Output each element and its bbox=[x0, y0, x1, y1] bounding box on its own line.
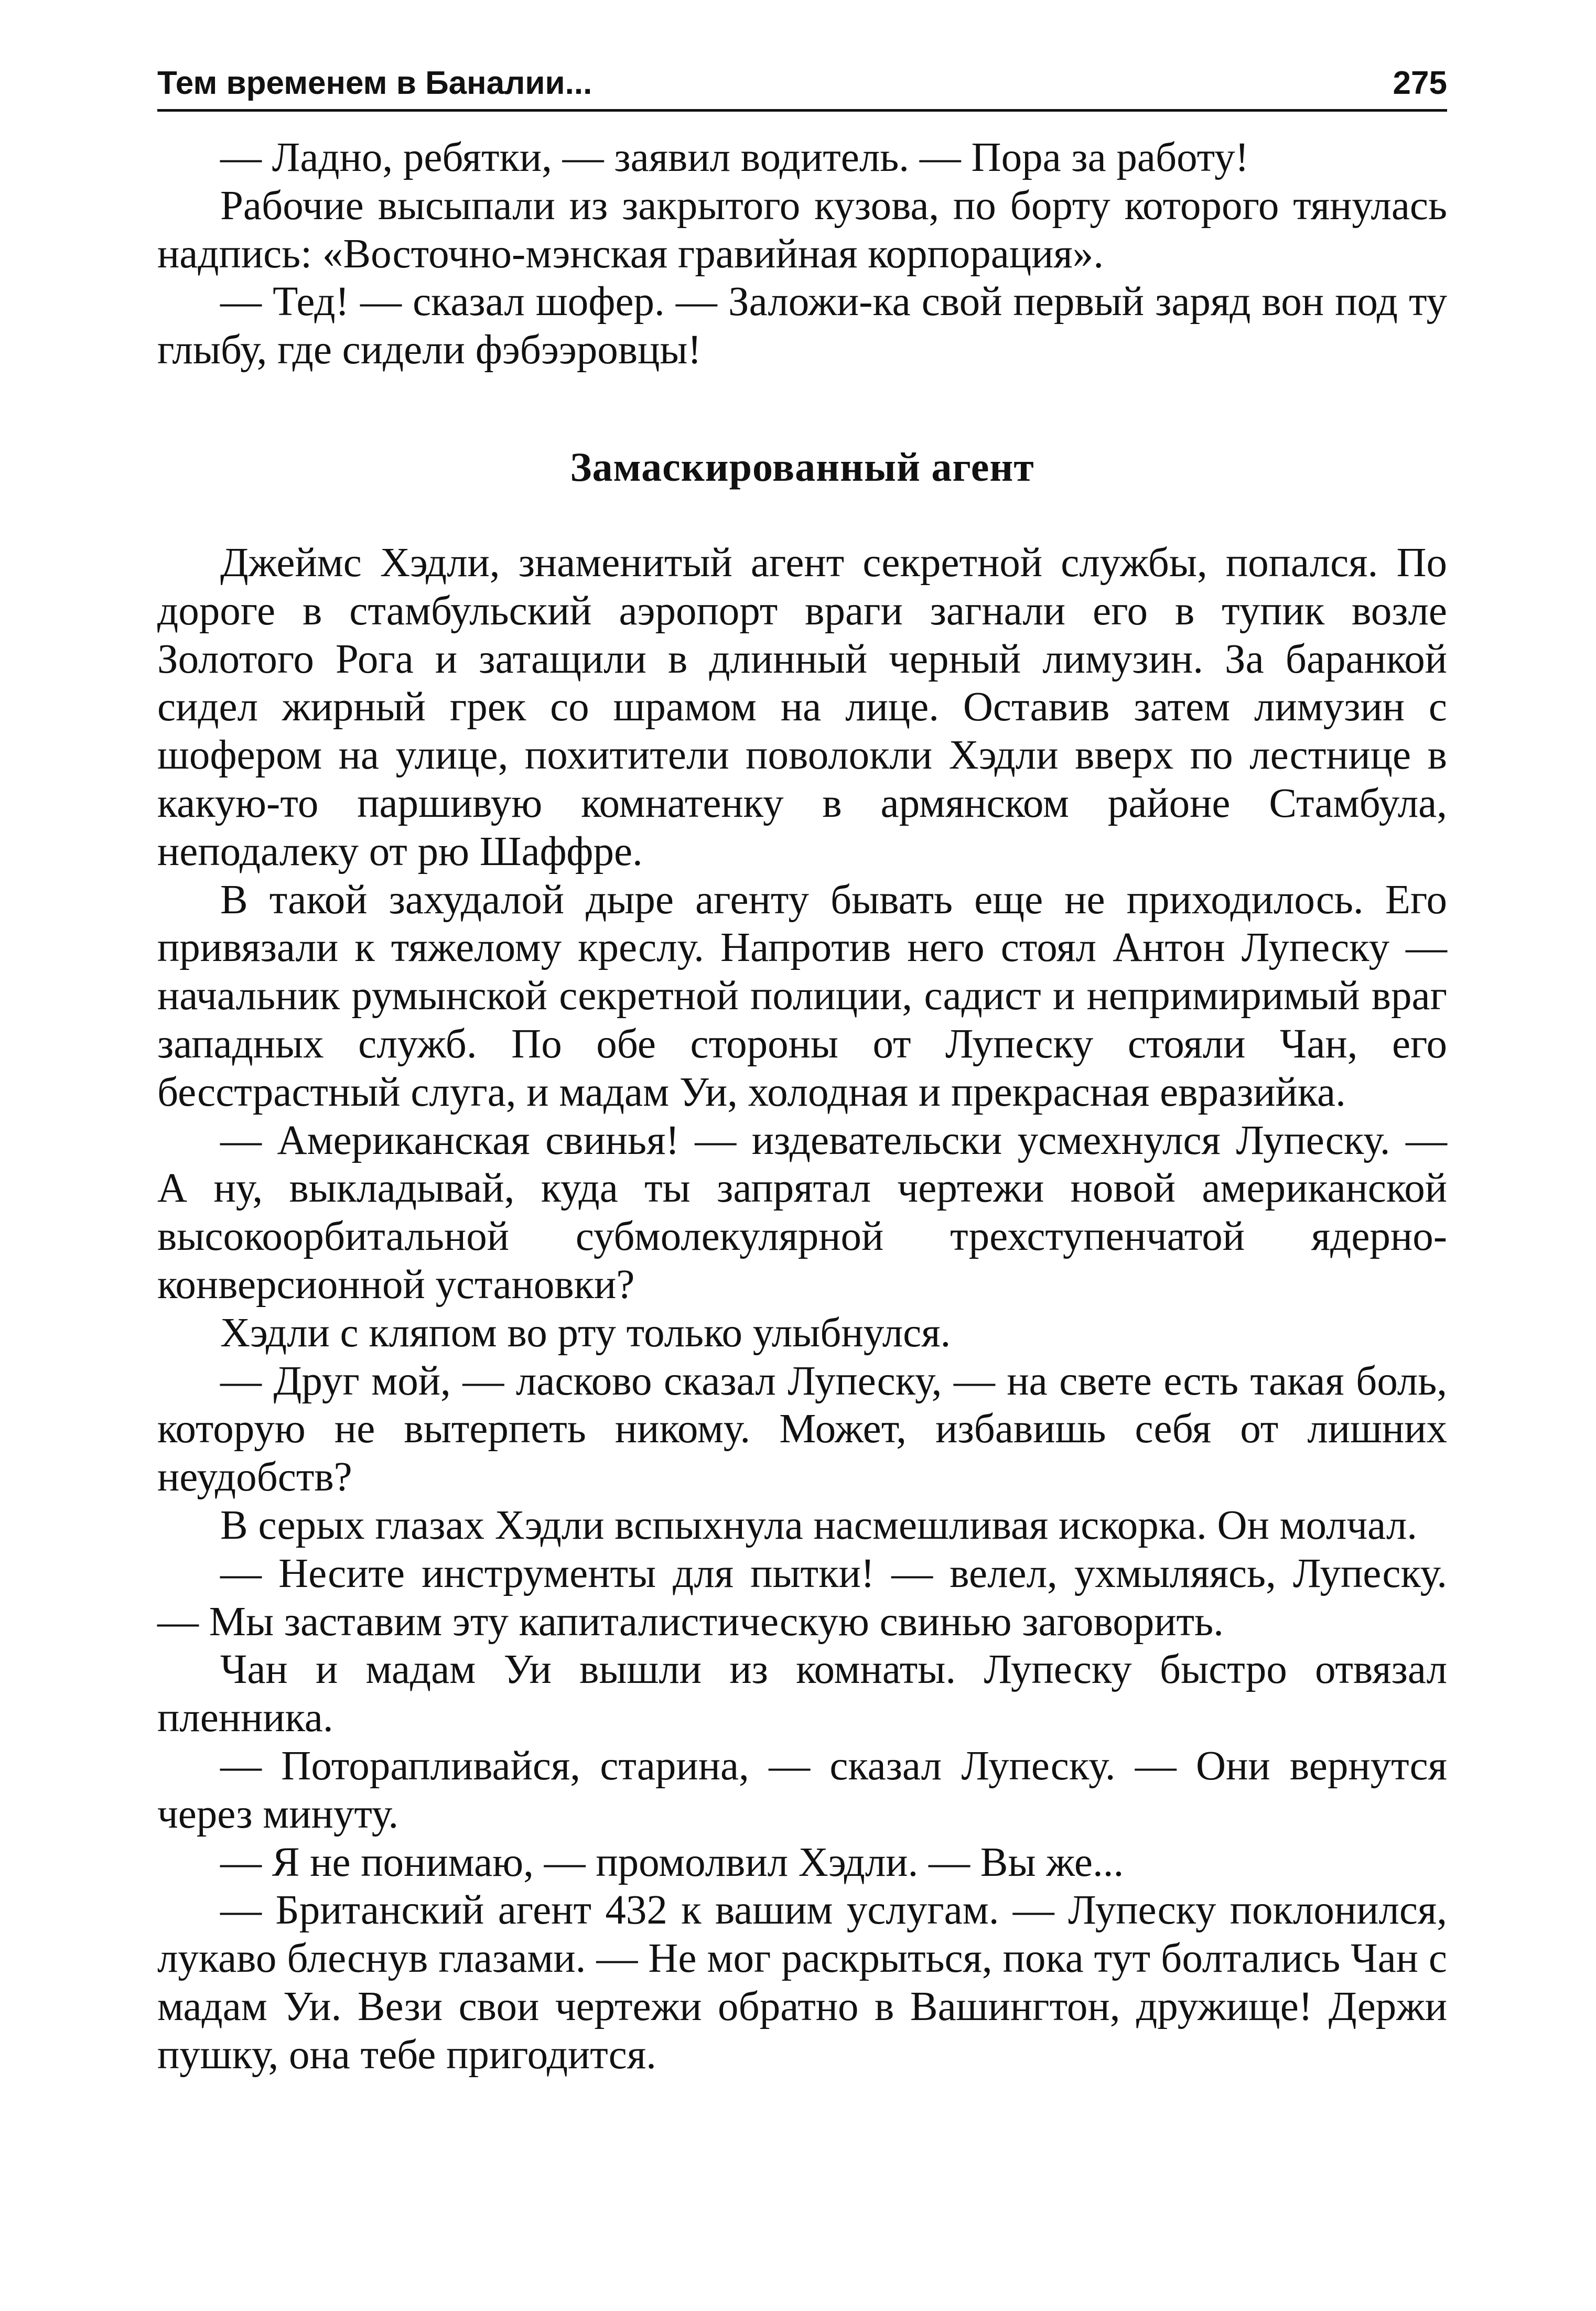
paragraph: Хэдли с кляпом во рту только улыбнулся. bbox=[220, 1310, 951, 1356]
opening-text bbox=[157, 134, 1447, 374]
paragraph: — Тед! — сказал шофер. — Заложи-ка свой первый заряд вон под ту глыбу, где сидели фэбээровцы! bbox=[157, 279, 1447, 373]
paragraph: — Ладно, ребятки, — заявил водитель. — Пора за работу! bbox=[220, 135, 1249, 180]
paragraph: В серых глазах Хэдли вспыхнула насмешливая искорка. Он молчал. bbox=[220, 1502, 1418, 1548]
paragraph: — Несите инструменты для пытки! — велел, ухмыляясь, Лупеску. — Мы заставим эту капиталистическую свинью заговорить. bbox=[157, 1550, 1447, 1645]
paragraph: — Я не понимаю, — промолвил Хэдли. — Вы же... bbox=[220, 1839, 1124, 1885]
running-header bbox=[157, 58, 1447, 112]
paragraph: — Друг мой, — ласково сказал Лупеску, — на свете есть такая боль, которую не вытерпеть никому. Может, избавишь себя от лишних неудобств? bbox=[157, 1358, 1447, 1500]
paragraph: — Британский агент 432 к вашим услугам. — Лупеску поклонился, лукаво блеснув глазами. — Не мог раскрыться, пока тут болтались Чан с мадам Уи. Вези свои чертежи обратно в Вашингтон, дружище! Держи пушку, она тебе пригодится. bbox=[157, 1887, 1447, 2078]
running-title: Тем временем в Баналии... bbox=[157, 65, 592, 101]
paragraph: Чан и мадам Уи вышли из комнаты. Лупеску быстро отвязал пленника. bbox=[157, 1647, 1447, 1741]
section-title: Замаскированный агент bbox=[570, 444, 1034, 490]
paragraph: — Американская свинья! — издевательски усмехнулся Лупеску. — А ну, выкладывай, куда ты запрятал чертежи новой американской высокоорбитальной субмолекулярной трехступенчатой ядерно-конверсионной установки? bbox=[157, 1117, 1447, 1308]
paragraph: Джеймс Хэдли, знаменитый агент секретной службы, попался. По дороге в стамбульский аэропорт враги загнали его в тупик возле Золотого Рога и затащили в длинный черный лимузин. За баранкой сидел жирный грек со шрамом на лице. Оставив затем лимузин с шофером на улице, похитители поволокли Хэдли вверх по лестнице в какую-то паршивую комнатенку в армянском районе Стамбула, неподалеку от рю Шаффре. bbox=[157, 539, 1447, 874]
book-page bbox=[157, 58, 1447, 2260]
paragraph: Рабочие высыпали из закрытого кузова, по борту которого тянулась надпись: «Восточно-мэнская гравийная корпорация». bbox=[157, 182, 1447, 277]
page-number: 275 bbox=[1393, 65, 1447, 101]
section-body bbox=[157, 539, 1447, 2079]
paragraph: В такой захудалой дыре агенту бывать еще не приходилось. Его привязали к тяжелому креслу. Напротив него стоял Антон Лупеску — начальник румынской секретной полиции, садист и непримиримый враг западных служб. По обе стороны от Лупеску стояли Чан, его бесстрастный слуга, и мадам Уи, холодная и прекрасная евразийка. bbox=[157, 877, 1447, 1115]
paragraph: — Поторапливайся, старина, — сказал Лупеску. — Они вернутся через минуту. bbox=[157, 1743, 1447, 1837]
